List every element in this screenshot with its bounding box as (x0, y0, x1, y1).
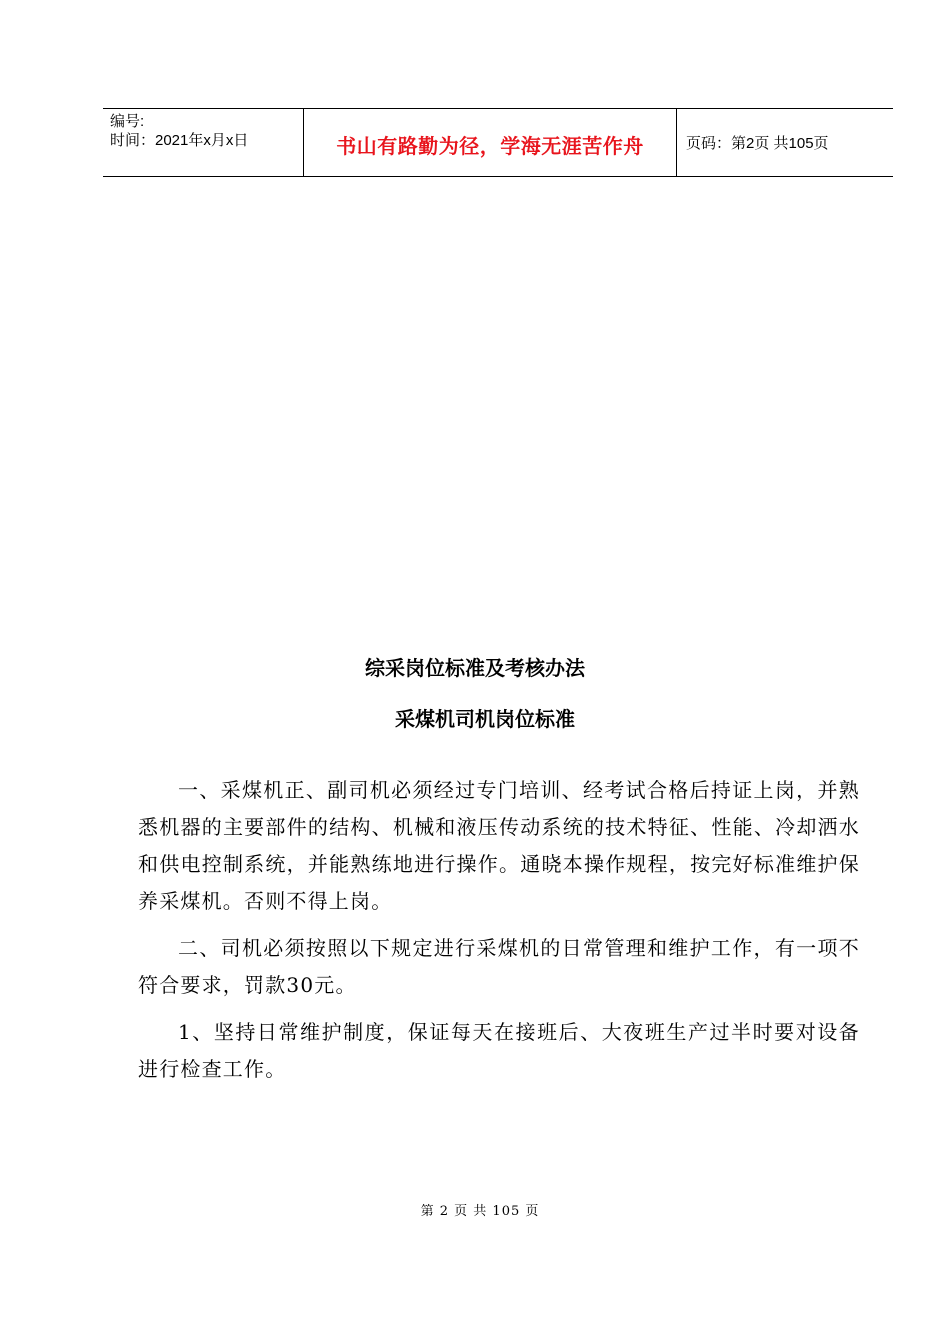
paragraph-2: 二、司机必须按照以下规定进行采煤机的日常管理和维护工作，有一项不符合要求，罚款30元。 (138, 936, 860, 997)
document-subtitle: 采煤机司机岗位标准 (395, 707, 575, 731)
header-meta-cell (103, 109, 304, 176)
document-number-label: 编号: (110, 113, 145, 130)
document-title: 综采岗位标准及考核办法 (365, 656, 585, 680)
header-page-info: 页码：第2页 共105页 (686, 135, 829, 152)
header-motto: 书山有路勤为径，学海无涯苦作舟 (336, 134, 644, 158)
paragraph-1: 一、采煤机正、副司机必须经过专门培训、经考试合格后持证上岗，并熟悉机器的主要部件的结构、机械和液压传动系统的技术特征、性能、冷却洒水和供电控制系统，并能熟练地进行操作。通晓本操作规程，按完好标准维护保养采煤机。否则不得上岗。 (138, 778, 860, 913)
page-footer (0, 1200, 950, 1219)
paragraph-3: 1、坚持日常维护制度，保证每天在接班后、大夜班生产过半时要对设备进行检查工作。 (138, 1020, 860, 1081)
header-motto-cell (304, 109, 677, 176)
document-time-label: 时间：2021年x月x日 (110, 132, 249, 149)
header-page-cell (677, 109, 893, 176)
document-body (138, 772, 860, 1098)
footer-page-number: 第 2 页 共 105 页 (420, 1204, 540, 1219)
page-header (103, 108, 893, 177)
